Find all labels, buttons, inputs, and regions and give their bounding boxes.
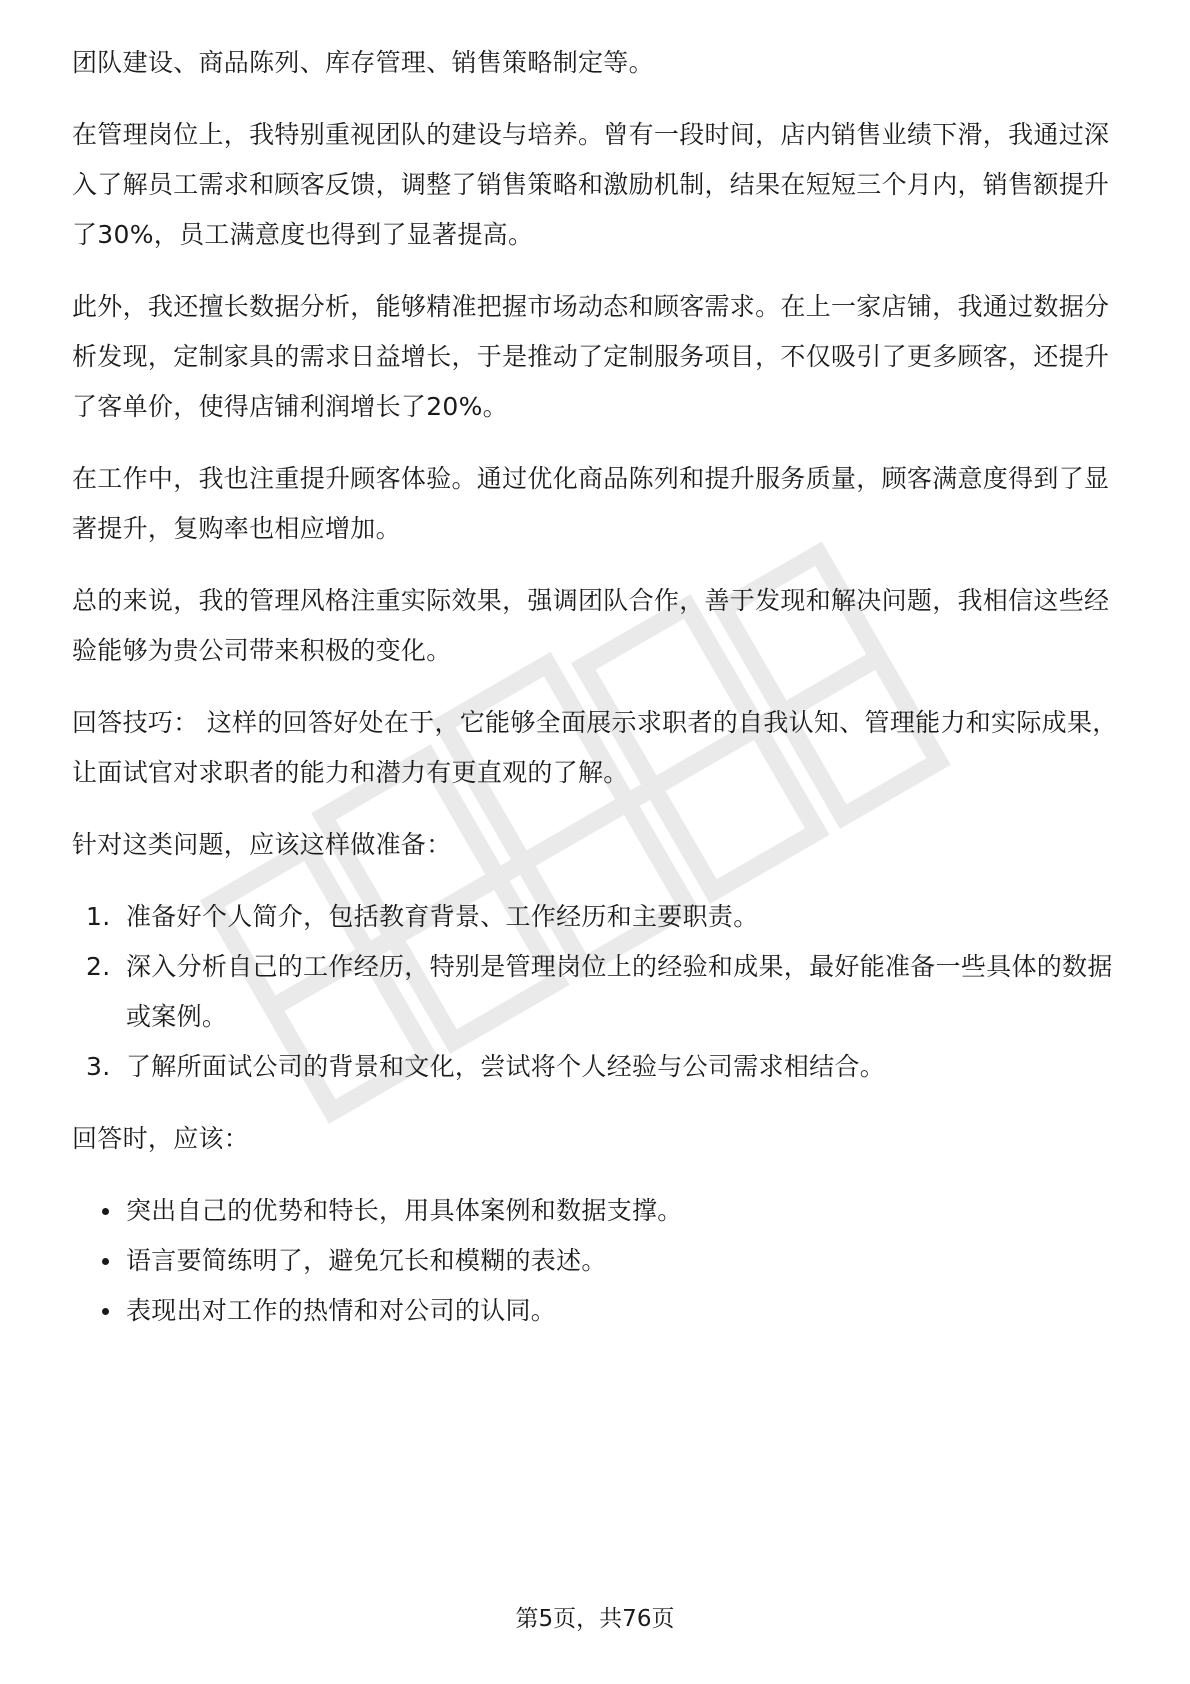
list-item — [72, 1236, 1122, 1286]
paragraph: 此外，我还擅长数据分析，能够精准把握市场动态和顾客需求。在上一家店铺，我通过数据分析发现，定制家具的需求日益增长，于是推动了定制服务项目，不仅吸引了更多顾客，还提升了客单价，使得店铺利润增长了20%。 — [72, 292, 1110, 421]
list-item-text: 突出自己的优势和特长，用具体案例和数据支撑。 — [126, 1196, 683, 1225]
answer-heading: 回答时，应该： — [72, 1124, 250, 1153]
prep-list — [72, 892, 1122, 1092]
bullet-icon — [102, 1258, 109, 1265]
list-item — [72, 892, 1122, 942]
list-number: 3. — [86, 1052, 111, 1081]
answer-tip-paragraph: 回答技巧： 这样的回答好处在于，它能够全面展示求职者的自我认知、管理能力和实际成果，让面试官对求职者的能力和潜力有更直观的了解。 — [72, 708, 1118, 787]
answer-list — [72, 1186, 1122, 1336]
list-item — [72, 1042, 1122, 1092]
paragraph: 在管理岗位上，我特别重视团队的建设与培养。曾有一段时间，店内销售业绩下滑，我通过深入了解员工需求和顾客反馈，调整了销售策略和激励机制，结果在短短三个月内，销售额提升了30%，员工满意度也得到了显著提高。 — [72, 120, 1110, 249]
list-item — [72, 942, 1122, 1042]
document-page — [72, 38, 1122, 1358]
list-number: 1. — [86, 902, 111, 931]
list-item-text: 表现出对工作的热情和对公司的认同。 — [126, 1296, 557, 1325]
list-item-text: 深入分析自己的工作经历，特别是管理岗位上的经验和成果，最好能准备一些具体的数据或案例。 — [126, 952, 1113, 1031]
bullet-icon — [102, 1208, 109, 1215]
list-item — [72, 1286, 1122, 1336]
paragraph: 总的来说，我的管理风格注重实际效果，强调团队合作，善于发现和解决问题，我相信这些经验能够为贵公司带来积极的变化。 — [72, 586, 1110, 665]
bullet-icon — [102, 1308, 109, 1315]
list-item — [72, 1186, 1122, 1236]
list-number: 2. — [86, 952, 111, 981]
paragraph: 在工作中，我也注重提升顾客体验。通过优化商品陈列和提升服务质量，顾客满意度得到了显著提升，复购率也相应增加。 — [72, 464, 1110, 543]
list-item-text: 准备好个人简介，包括教育背景、工作经历和主要职责。 — [126, 902, 759, 931]
paragraph: 团队建设、商品陈列、库存管理、销售策略制定等。 — [72, 48, 654, 77]
page-footer: 第5页，共76页 — [515, 1606, 675, 1632]
list-item-text: 语言要简练明了，避免冗长和模糊的表述。 — [126, 1246, 607, 1275]
prep-heading: 针对这类问题，应该这样做准备： — [72, 830, 452, 859]
list-item-text: 了解所面试公司的背景和文化，尝试将个人经验与公司需求相结合。 — [126, 1052, 886, 1081]
